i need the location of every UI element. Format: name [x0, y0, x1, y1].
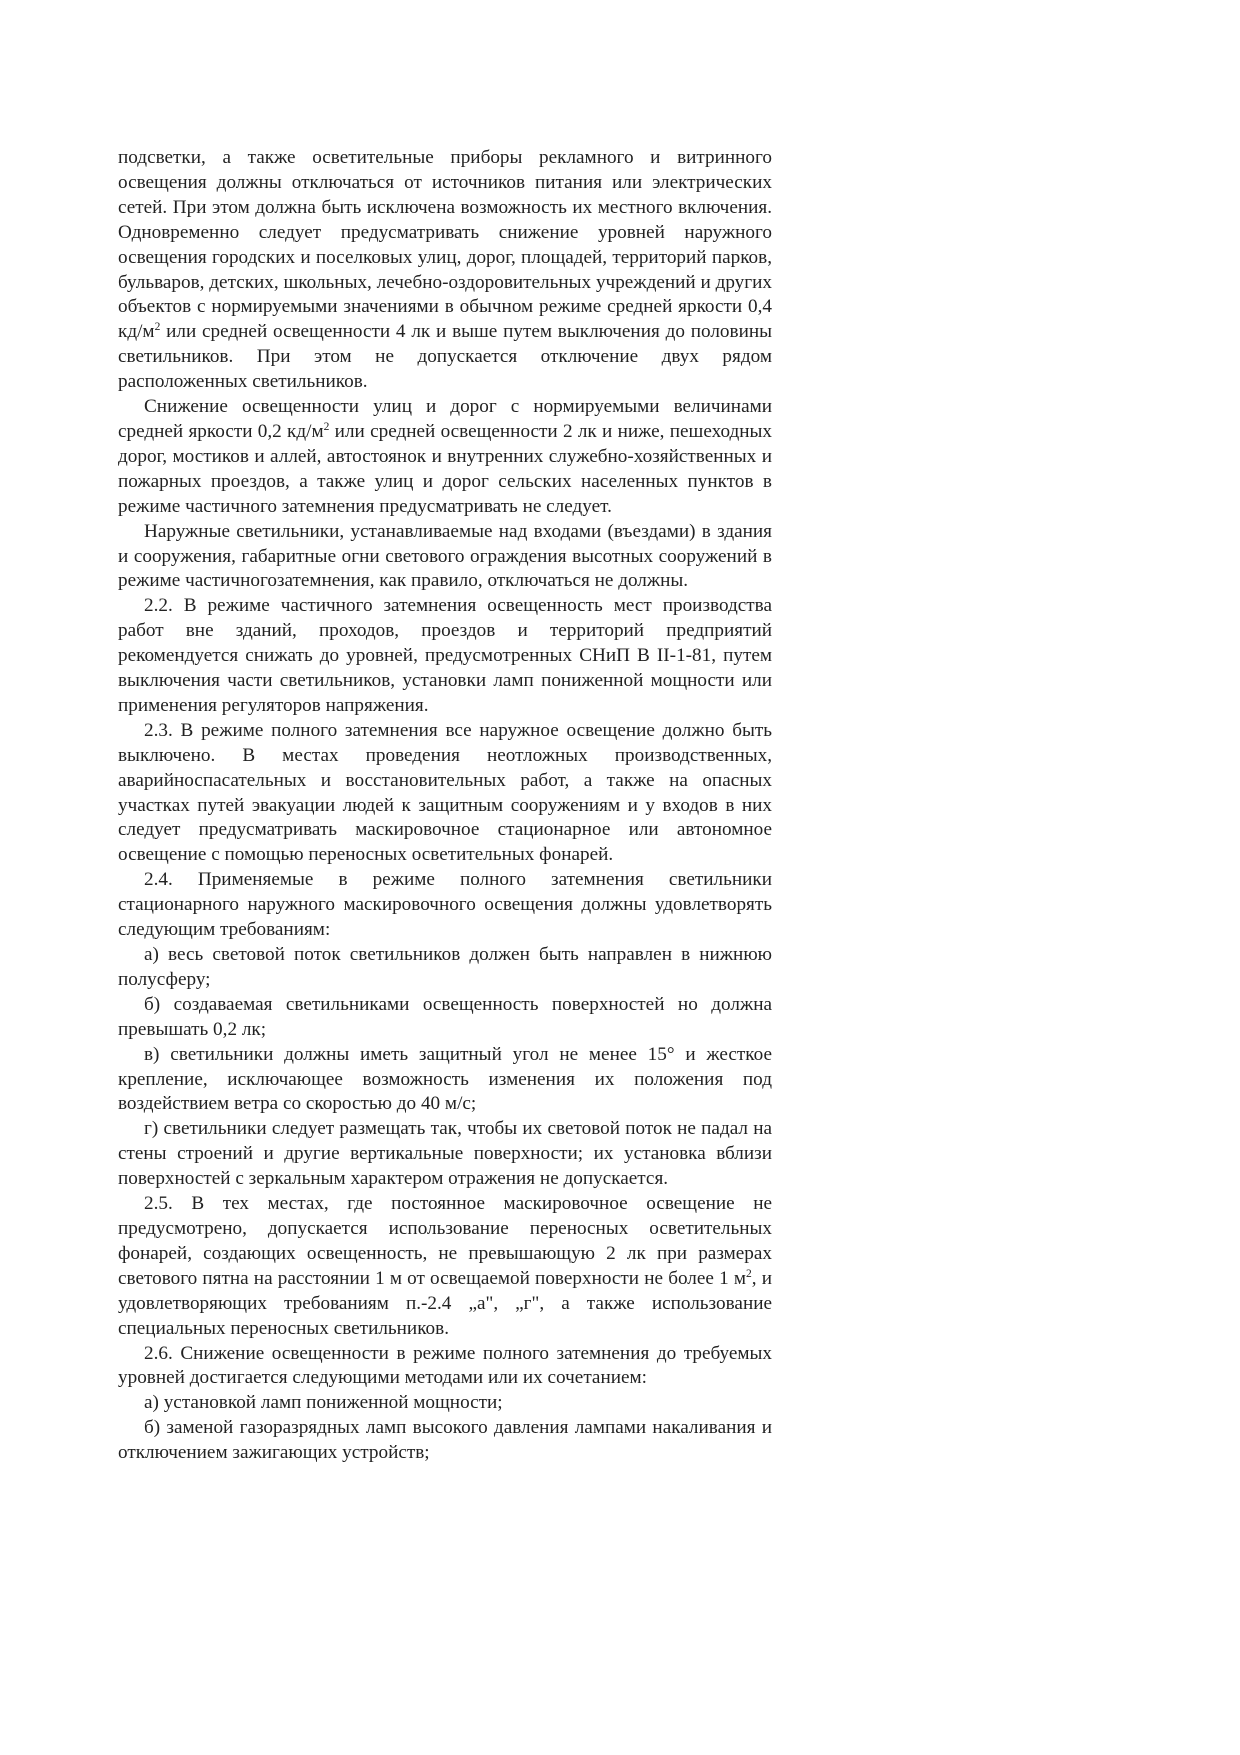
paragraph-text: или средней освещенности 4 лк и выше путем выключения до половины светильников. При этом не допускается отключение двух рядом расположенных светильников.	[118, 321, 772, 393]
paragraph-text: Наружные светильники, устанавливаемые над входами (въездами) в здания и сооружения, габаритные огни светового ограждения высотных сооружений в режиме частичногозатемнения, как правило, отключаться не должны.	[118, 520, 772, 592]
paragraph-text: а) установкой ламп пониженной мощности;	[144, 1392, 503, 1414]
body-paragraph	[118, 1416, 772, 1466]
paragraph-text: а) весь световой поток светильников должен быть направлен в нижнюю полусферу;	[118, 944, 772, 990]
paragraph-text: б) создаваемая светильниками освещенность поверхностей но должна превышать 0,2 лк;	[118, 993, 772, 1040]
body-paragraph	[118, 993, 772, 1043]
paragraph-text: в) светильники должны иметь защитный угол не менее 15° и жесткое крепление, исключающее возможность изменения их положения под воздействием ветра со скоростью до 40 м/с;	[118, 1043, 772, 1115]
body-paragraph	[118, 520, 772, 595]
body-paragraph	[118, 395, 772, 520]
document-page	[118, 146, 772, 1466]
paragraph-text: или средней освещенности 2 лк и ниже, пешеходных дорог, мостиков и аллей, автостоянок и внутренних служебно-хозяйственных и пожарных проездов, а также улиц и дорог сельских населенных пунктов в режиме частичного затемнения предусматривать не следует.	[118, 420, 772, 517]
superscript: 2	[745, 1267, 752, 1280]
paragraph-text: 2.4. Применяемые в режиме полного затемнения светильники стационарного наружного маскировочного освещения должны удовлетворять следующим требованиям:	[118, 869, 772, 941]
paragraph-text: , и удовлетворяющих требованиям п.-2.4 „а", „г", а также использование специальных переносных светильников.	[118, 1267, 772, 1339]
paragraph-text: б) заменой газоразрядных ламп высокого давления лампами накаливания и отключением зажигающих устройств;	[118, 1417, 772, 1464]
superscript: 2	[154, 321, 161, 334]
paragraph-text: подсветки, а также осветительные приборы рекламного и витринного освещения должны отключаться от источников питания или электрических сетей. При этом должна быть исключена возможность их местного включения. Одновременно следует предусматривать снижение уровней наружного освещения городских и поселковых улиц, дорог, площадей, территорий парков, бульваров, детских, школьных, лечебно-оздоровительных учреждений и других объектов с нормируемыми значениями в обычном режиме средней яркости 0,4 кд/м	[118, 147, 772, 343]
body-paragraph	[118, 594, 772, 719]
paragraph-text: 2.2. В режиме частичного затемнения освещенность мест производства работ вне зданий, проходов, проездов и территорий предприятий рекомендуется снижать до уровней, предусмотренных СНиП В II-1-81, путем выключения части светильников, установки ламп пониженной мощности или применения регуляторов напряжения.	[118, 595, 772, 716]
body-paragraph	[118, 1192, 772, 1341]
body-paragraph	[118, 943, 772, 993]
paragraph-text: 2.3. В режиме полного затемнения все наружное освещение должно быть выключено. В местах проведения неотложных производственных, аварийноспасательных и восстановительных работ, а также на опасных участках путей эвакуации людей к защитным сооружениям и у входов в них следует предусматривать маскировочное стационарное или автономное освещение с помощью переносных осветительных фонарей.	[118, 719, 772, 866]
body-paragraph	[118, 1117, 772, 1192]
body-paragraph	[118, 1043, 772, 1118]
body-paragraph	[118, 868, 772, 943]
superscript: 2	[323, 421, 330, 434]
paragraph-text: Снижение освещенности улиц и дорог с нормируемыми величинами средней яркости 0,2 кд/м	[118, 396, 772, 442]
paragraph-text: 2.6. Снижение освещенности в режиме полного затемнения до требуемых уровней достигается следующими методами или их сочетанием:	[118, 1342, 772, 1389]
paragraph-text: 2.5. В тех местах, где постоянное маскировочное освещение не предусмотрено, допускается использование переносных осветительных фонарей, создающих освещенность, не превышающую 2 лк при размерах светового пятна на расстоянии 1 м от освещаемой поверхности не более 1 м	[118, 1193, 772, 1289]
body-paragraph	[118, 1391, 772, 1416]
body-paragraph	[118, 146, 772, 395]
body-paragraph	[118, 719, 772, 868]
body-paragraph	[118, 1342, 772, 1392]
paragraph-text: г) светильники следует размещать так, чтобы их световой поток не падал на стены строений и другие вертикальные поверхности; их установка вблизи поверхностей с зеркальным характером отражения не допускается.	[118, 1118, 772, 1190]
